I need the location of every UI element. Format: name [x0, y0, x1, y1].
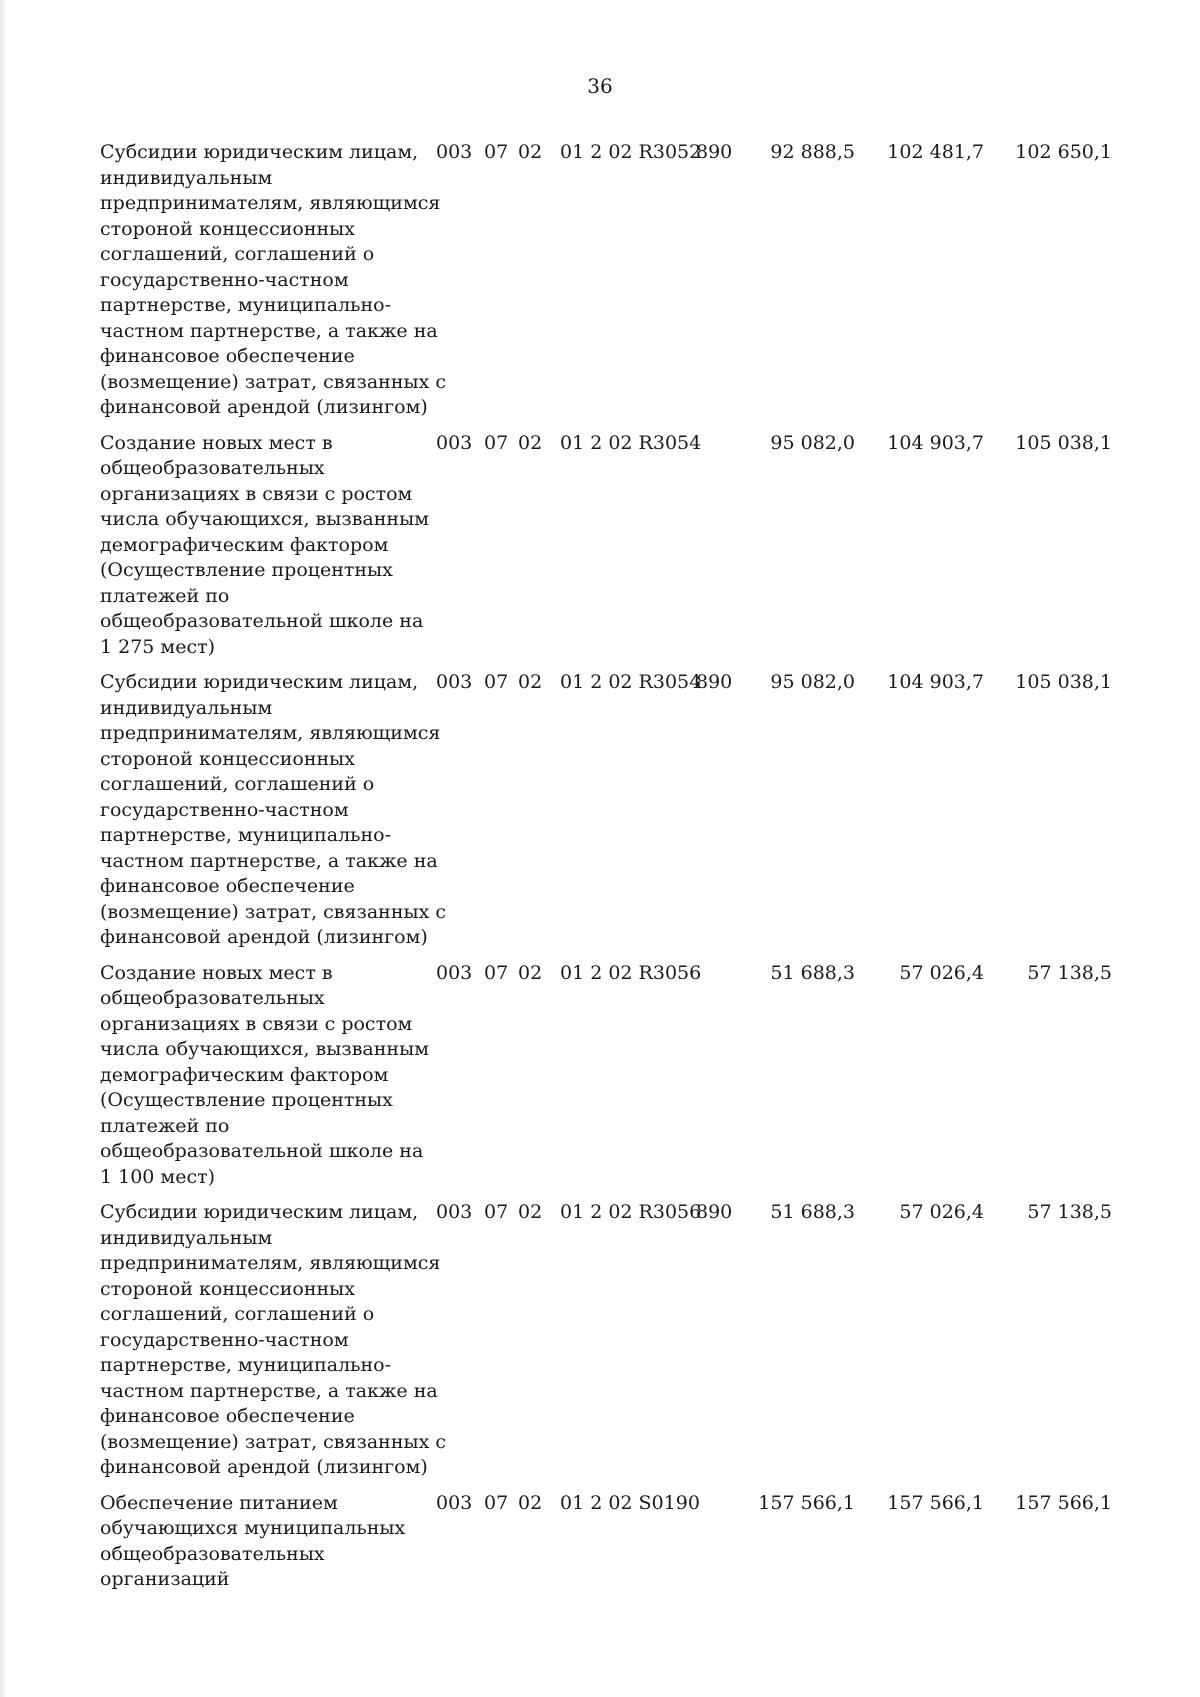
amount-year-3: 57 138,5: [1027, 961, 1112, 984]
amount-year-3: 105 038,1: [1015, 671, 1112, 693]
description-line: числа обучающихся, вызванным: [100, 1038, 429, 1060]
section-code: 07: [484, 1491, 509, 1514]
ministry-code: 003: [436, 431, 473, 454]
expense-type-code: 890: [696, 141, 733, 163]
description-line: финансовой арендой (лизингом): [100, 1456, 428, 1478]
description-line: предпринимателям, являющимся: [100, 1252, 441, 1274]
description-line: организациях в связи с ростом: [100, 482, 413, 505]
table-row: [100, 130, 1190, 421]
description-line: демографическим фактором: [100, 1063, 389, 1086]
target-article-code: 01 2 02 R3054: [560, 431, 702, 454]
description-line: 1 100 мест): [100, 1165, 216, 1188]
amount-year-3: 57 138,5: [1027, 1201, 1112, 1223]
description-line: частном партнерстве, а также на: [100, 849, 438, 872]
description-line: Обеспечение питанием: [100, 1491, 338, 1514]
description-line: общеобразовательных: [100, 457, 325, 479]
description-line: обучающихся муниципальных: [100, 1517, 406, 1539]
description-line: (Осуществление процентных: [100, 559, 393, 581]
description-line: государственно-частном: [100, 1328, 349, 1351]
description-line: частном партнерстве, а также на: [100, 319, 438, 342]
amount-year-1: 51 688,3: [770, 1201, 855, 1223]
description-line: партнерстве, муниципально-: [100, 1354, 392, 1376]
description-line: индивидуальным: [100, 1226, 273, 1249]
target-article-code: 01 2 02 R3052: [560, 141, 702, 163]
amount-year-3: 105 038,1: [1015, 431, 1112, 454]
section-code: 07: [484, 961, 509, 984]
ministry-code: 003: [436, 141, 473, 163]
row-description: [100, 421, 430, 661]
description-line: Субсидии юридическим лицам,: [100, 1201, 419, 1223]
amount-year-1: 95 082,0: [770, 431, 855, 454]
target-article-code: 01 2 02 R3056: [560, 1201, 702, 1223]
description-line: (Осуществление процентных: [100, 1089, 393, 1111]
row-description: [100, 130, 447, 421]
description-line: государственно-частном: [100, 268, 349, 291]
section-code: 07: [484, 671, 509, 693]
subsection-code: 02: [518, 961, 543, 984]
ministry-code: 003: [436, 1201, 473, 1223]
description-line: 1 275 мест): [100, 635, 216, 658]
section-code: 07: [484, 431, 509, 454]
table-row: [100, 421, 1190, 661]
table-row: [100, 1481, 1190, 1593]
description-line: (возмещение) затрат, связанных с: [100, 1430, 447, 1453]
amount-year-1: 92 888,5: [770, 141, 855, 163]
description-line: платежей по: [100, 1114, 230, 1137]
description-line: общеобразовательных: [100, 987, 325, 1009]
description-line: Субсидии юридическим лицам,: [100, 141, 419, 163]
description-line: (возмещение) затрат, связанных с: [100, 370, 447, 393]
amount-year-1: 95 082,0: [770, 671, 855, 693]
target-article-code: 01 2 02 R3056: [560, 961, 702, 984]
amount-year-2: 57 026,4: [899, 1201, 984, 1223]
ministry-code: 003: [436, 1491, 473, 1514]
description-line: Субсидии юридическим лицам,: [100, 671, 419, 693]
amount-year-3: 102 650,1: [1015, 141, 1112, 163]
expense-type-code: 890: [696, 1201, 733, 1223]
description-line: предпринимателям, являющимся: [100, 722, 441, 744]
amount-year-2: 57 026,4: [899, 961, 984, 984]
description-line: общеобразовательной школе на: [100, 1140, 424, 1162]
subsection-code: 02: [518, 1491, 543, 1514]
description-line: индивидуальным: [100, 696, 273, 719]
row-description: [100, 1481, 430, 1593]
section-code: 07: [484, 1201, 509, 1223]
description-line: финансовой арендой (лизингом): [100, 926, 428, 948]
description-line: финансовое обеспечение: [100, 345, 355, 367]
ministry-code: 003: [436, 961, 473, 984]
amount-year-3: 157 566,1: [1015, 1491, 1112, 1514]
description-line: общеобразовательной школе на: [100, 610, 424, 632]
description-line: соглашений, соглашений о: [100, 1303, 375, 1325]
description-line: финансовое обеспечение: [100, 875, 355, 897]
description-line: Создание новых мест в: [100, 961, 333, 984]
amount-year-2: 104 903,7: [887, 431, 984, 454]
description-line: государственно-частном: [100, 798, 349, 821]
description-line: демографическим фактором: [100, 533, 389, 556]
scan-edge-shadow: [0, 0, 8, 1697]
description-line: предпринимателям, являющимся: [100, 192, 441, 214]
section-code: 07: [484, 141, 509, 163]
description-line: соглашений, соглашений о: [100, 773, 375, 795]
description-line: общеобразовательных: [100, 1542, 325, 1565]
description-line: (возмещение) затрат, связанных с: [100, 900, 447, 923]
row-description: [100, 660, 447, 951]
description-line: Создание новых мест в: [100, 431, 333, 454]
ministry-code: 003: [436, 671, 473, 693]
amount-year-2: 157 566,1: [887, 1491, 984, 1514]
description-line: партнерстве, муниципально-: [100, 824, 392, 846]
subsection-code: 02: [518, 671, 543, 693]
amount-year-2: 102 481,7: [887, 141, 984, 163]
description-line: финансовое обеспечение: [100, 1405, 355, 1427]
description-line: стороной концессионных: [100, 217, 355, 240]
table-row: [100, 1190, 1190, 1481]
description-line: стороной концессионных: [100, 747, 355, 770]
amount-year-1: 51 688,3: [770, 961, 855, 984]
row-description: [100, 951, 430, 1191]
description-line: организациях в связи с ростом: [100, 1012, 413, 1035]
expense-type-code: 890: [696, 671, 733, 693]
subsection-code: 02: [518, 141, 543, 163]
amount-year-1: 157 566,1: [758, 1491, 855, 1514]
target-article-code: 01 2 02 S0190: [560, 1491, 700, 1514]
description-line: платежей по: [100, 584, 230, 607]
row-description: [100, 1190, 447, 1481]
description-line: соглашений, соглашений о: [100, 243, 375, 265]
description-line: организаций: [100, 1568, 230, 1590]
subsection-code: 02: [518, 431, 543, 454]
table-row: [100, 951, 1190, 1191]
amount-year-2: 104 903,7: [887, 671, 984, 693]
subsection-code: 02: [518, 1201, 543, 1223]
table-row: [100, 660, 1190, 951]
description-line: партнерстве, муниципально-: [100, 294, 392, 316]
description-line: индивидуальным: [100, 166, 273, 189]
description-line: числа обучающихся, вызванным: [100, 508, 429, 530]
description-line: частном партнерстве, а также на: [100, 1379, 438, 1402]
target-article-code: 01 2 02 R3054: [560, 671, 702, 693]
description-line: финансовой арендой (лизингом): [100, 396, 428, 418]
page-number: 36: [587, 74, 613, 98]
description-line: стороной концессионных: [100, 1277, 355, 1300]
budget-table: [100, 130, 1190, 1593]
